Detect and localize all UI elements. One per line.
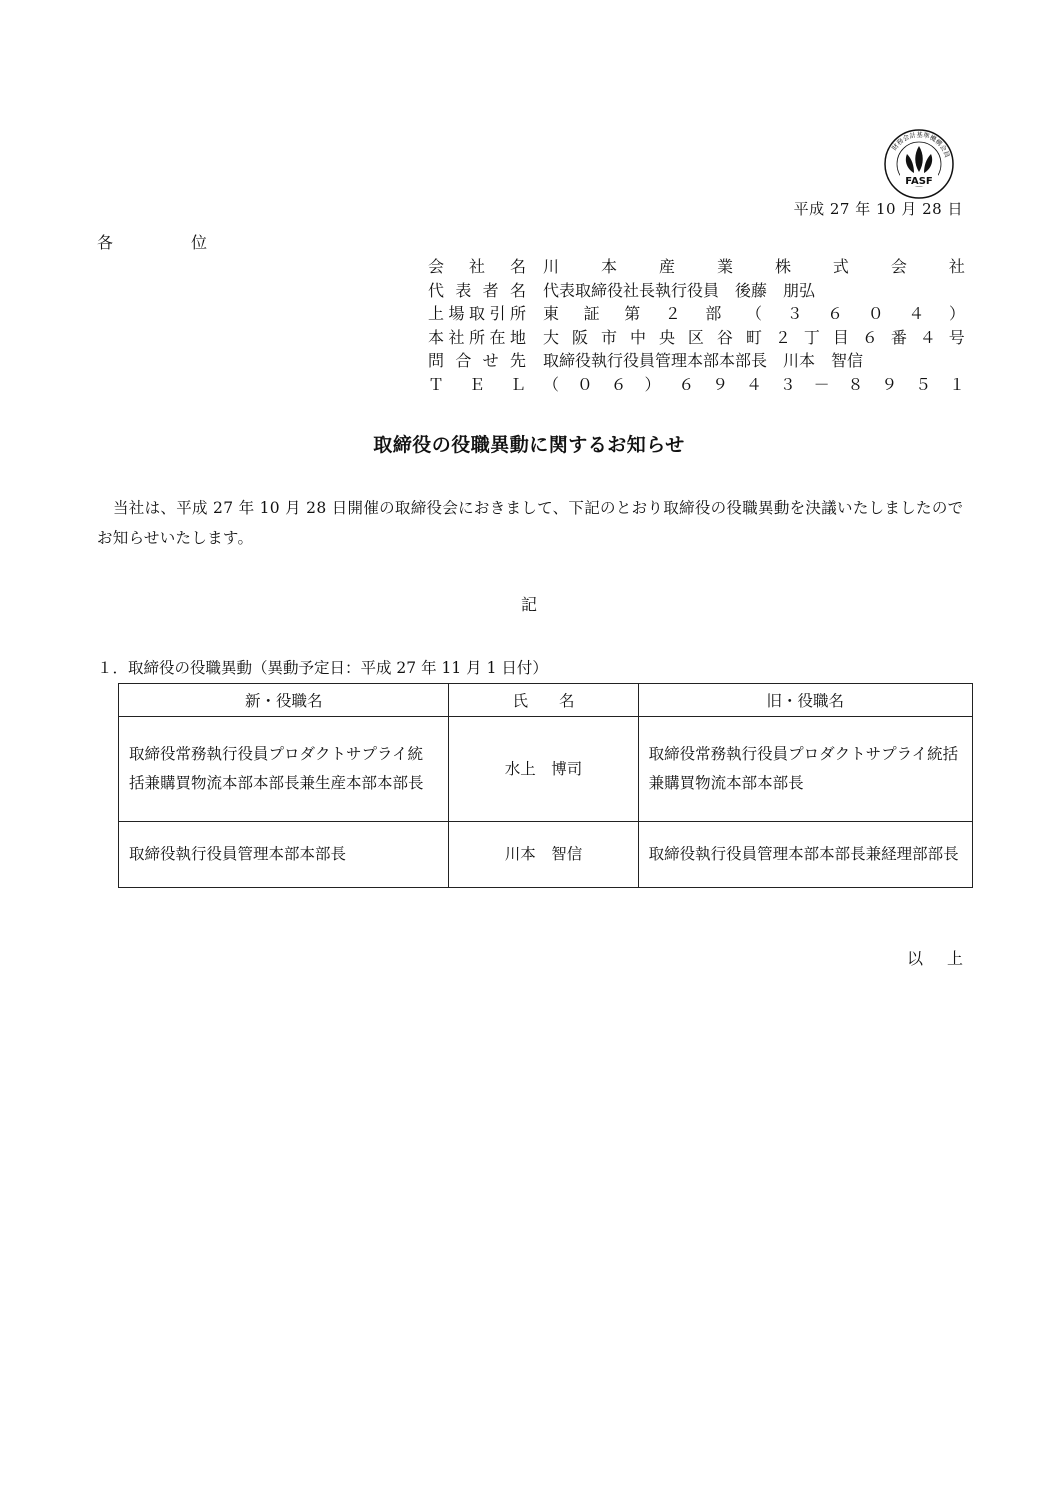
- value-char: 阪: [571, 327, 588, 347]
- key-char: Ｅ: [468, 374, 485, 394]
- value-char: 産: [658, 257, 675, 276]
- value-char: ）: [948, 304, 965, 324]
- company-info-row: [428, 349, 965, 373]
- key-char: 所: [509, 304, 526, 324]
- key-char: 社: [468, 257, 485, 276]
- officer-changes-table: [118, 683, 973, 888]
- key-char: 場: [448, 304, 465, 324]
- key-char: 上: [428, 304, 445, 324]
- company-info-row: [428, 302, 965, 326]
- value-char: 号: [948, 327, 965, 347]
- header-new-title: 新・役職名: [119, 684, 449, 717]
- key-char: Ｌ: [509, 374, 526, 394]
- value-char: 東: [543, 304, 560, 324]
- closing-char: 以: [907, 949, 924, 968]
- company-info-key: [428, 326, 543, 350]
- key-char: 者: [482, 280, 499, 300]
- document-date: 平成 27 年 10 月 28 日: [793, 200, 963, 218]
- value-char: 中: [629, 327, 646, 347]
- document-title: 取締役の役職異動に関するお知らせ: [373, 434, 685, 456]
- key-char: 所: [468, 327, 485, 347]
- value-char: 市: [600, 327, 617, 347]
- section-heading: １．取締役の役職異動（異動予定日：平成 27 年 11 月 1 日付）: [97, 659, 548, 677]
- header-name: 氏 名: [449, 684, 638, 717]
- key-char: 在: [489, 327, 506, 347]
- table-row: [119, 717, 973, 822]
- company-info-value: [543, 326, 965, 350]
- value-char: 大: [543, 327, 560, 347]
- key-char: せ: [482, 351, 499, 371]
- company-info-key: [428, 373, 543, 397]
- addressee-char: 位: [190, 233, 207, 252]
- logo-ring-text: 財務会計基準機構会員: [890, 130, 952, 159]
- value-char: 目: [832, 327, 849, 347]
- value-char: ６: [678, 374, 695, 394]
- new-title-cell: 取締役常務執行役員プロダクトサプライ統括兼購買物流本部本部長兼生産本部本部長: [119, 717, 449, 822]
- value-char: 番: [890, 327, 907, 347]
- value-char: 部: [705, 304, 722, 324]
- header-old-title: 旧・役職名: [638, 684, 972, 717]
- value-char: １: [948, 374, 965, 394]
- value-char: 第: [624, 304, 641, 324]
- value-char: －: [813, 374, 830, 394]
- company-info-row: [428, 279, 965, 303]
- new-title-cell: 取締役執行役員管理本部本部長: [119, 822, 449, 888]
- value-char: ９: [712, 374, 729, 394]
- value-char: ２: [774, 327, 791, 347]
- key-char: 会: [428, 257, 445, 276]
- value-char: ０: [576, 374, 593, 394]
- value-char: （: [543, 374, 560, 394]
- key-char: 代: [428, 280, 445, 300]
- value-char: 業: [716, 257, 733, 276]
- company-info: [428, 255, 965, 397]
- value-char: 川: [543, 257, 560, 276]
- old-title-cell: 取締役執行役員管理本部本部長兼経理部部長: [638, 822, 972, 888]
- old-title-cell: 取締役常務執行役員プロダクトサプライ統括兼購買物流本部本部長: [638, 717, 972, 822]
- addressee: [97, 230, 207, 253]
- key-char: Ｔ: [428, 374, 445, 394]
- value-char: 谷: [716, 327, 733, 347]
- value-char: 町: [745, 327, 762, 347]
- company-info-key: [428, 349, 543, 373]
- value-char: 丁: [803, 327, 820, 347]
- company-info-key: [428, 255, 543, 279]
- value-char: ３: [786, 304, 803, 324]
- body-paragraph: 当社は、平成 27 年 10 月 28 日開催の取締役会におきまして、下記のとおり取締役の役職異動を決議いたしましたのでお知らせいたします。: [97, 499, 964, 547]
- key-char: 取: [468, 304, 485, 324]
- value-char: 本: [600, 257, 617, 276]
- ki-heading: 記: [520, 595, 537, 614]
- company-info-value: [543, 255, 965, 279]
- table-header-row: [119, 684, 973, 717]
- company-info-row: [428, 326, 965, 350]
- key-char: 表: [455, 280, 472, 300]
- key-char: 名: [509, 257, 526, 276]
- table-row: [119, 822, 973, 888]
- key-char: 本: [428, 327, 445, 347]
- closing-mark: [907, 946, 963, 969]
- company-info-row: [428, 373, 965, 397]
- value-char: ９: [881, 374, 898, 394]
- value-char: 株: [774, 257, 791, 276]
- value-char: 証: [583, 304, 600, 324]
- value-char: ５: [915, 374, 932, 394]
- company-info-value: [543, 302, 965, 326]
- company-info-value: 取締役執行役員管理本部本部長 川本 智信: [543, 351, 864, 371]
- closing-char: 上: [946, 949, 963, 968]
- fasf-seal-icon: [883, 128, 955, 200]
- logo-text: FASF: [905, 176, 933, 187]
- key-char: 名: [509, 280, 526, 300]
- value-char: ０: [867, 304, 884, 324]
- company-info-value: [543, 373, 965, 397]
- name-cell: 水上 博司: [449, 717, 638, 822]
- value-char: ８: [847, 374, 864, 394]
- value-char: ）: [644, 374, 661, 394]
- value-char: 会: [890, 257, 907, 276]
- value-char: ３: [779, 374, 796, 394]
- key-char: 社: [448, 327, 465, 347]
- value-char: 区: [687, 327, 704, 347]
- value-char: 社: [948, 257, 965, 276]
- key-char: 地: [509, 327, 526, 347]
- value-char: ４: [919, 327, 936, 347]
- name-cell: 川本 智信: [449, 822, 638, 888]
- value-char: ４: [908, 304, 925, 324]
- value-char: ２: [664, 304, 681, 324]
- company-info-row: [428, 255, 965, 279]
- value-char: ６: [610, 374, 627, 394]
- value-char: ６: [827, 304, 844, 324]
- company-info-key: [428, 302, 543, 326]
- key-char: 引: [489, 304, 506, 324]
- key-char: 先: [509, 351, 526, 371]
- value-char: ４: [745, 374, 762, 394]
- value-char: （: [745, 304, 762, 324]
- value-char: 式: [832, 257, 849, 276]
- company-info-key: [428, 279, 543, 303]
- value-char: ６: [861, 327, 878, 347]
- value-char: 央: [658, 327, 675, 347]
- company-info-value: 代表取締役社長執行役員 後藤 朋弘: [543, 280, 816, 300]
- key-char: 問: [428, 351, 445, 371]
- key-char: 合: [455, 351, 472, 371]
- addressee-char: 各: [97, 233, 114, 252]
